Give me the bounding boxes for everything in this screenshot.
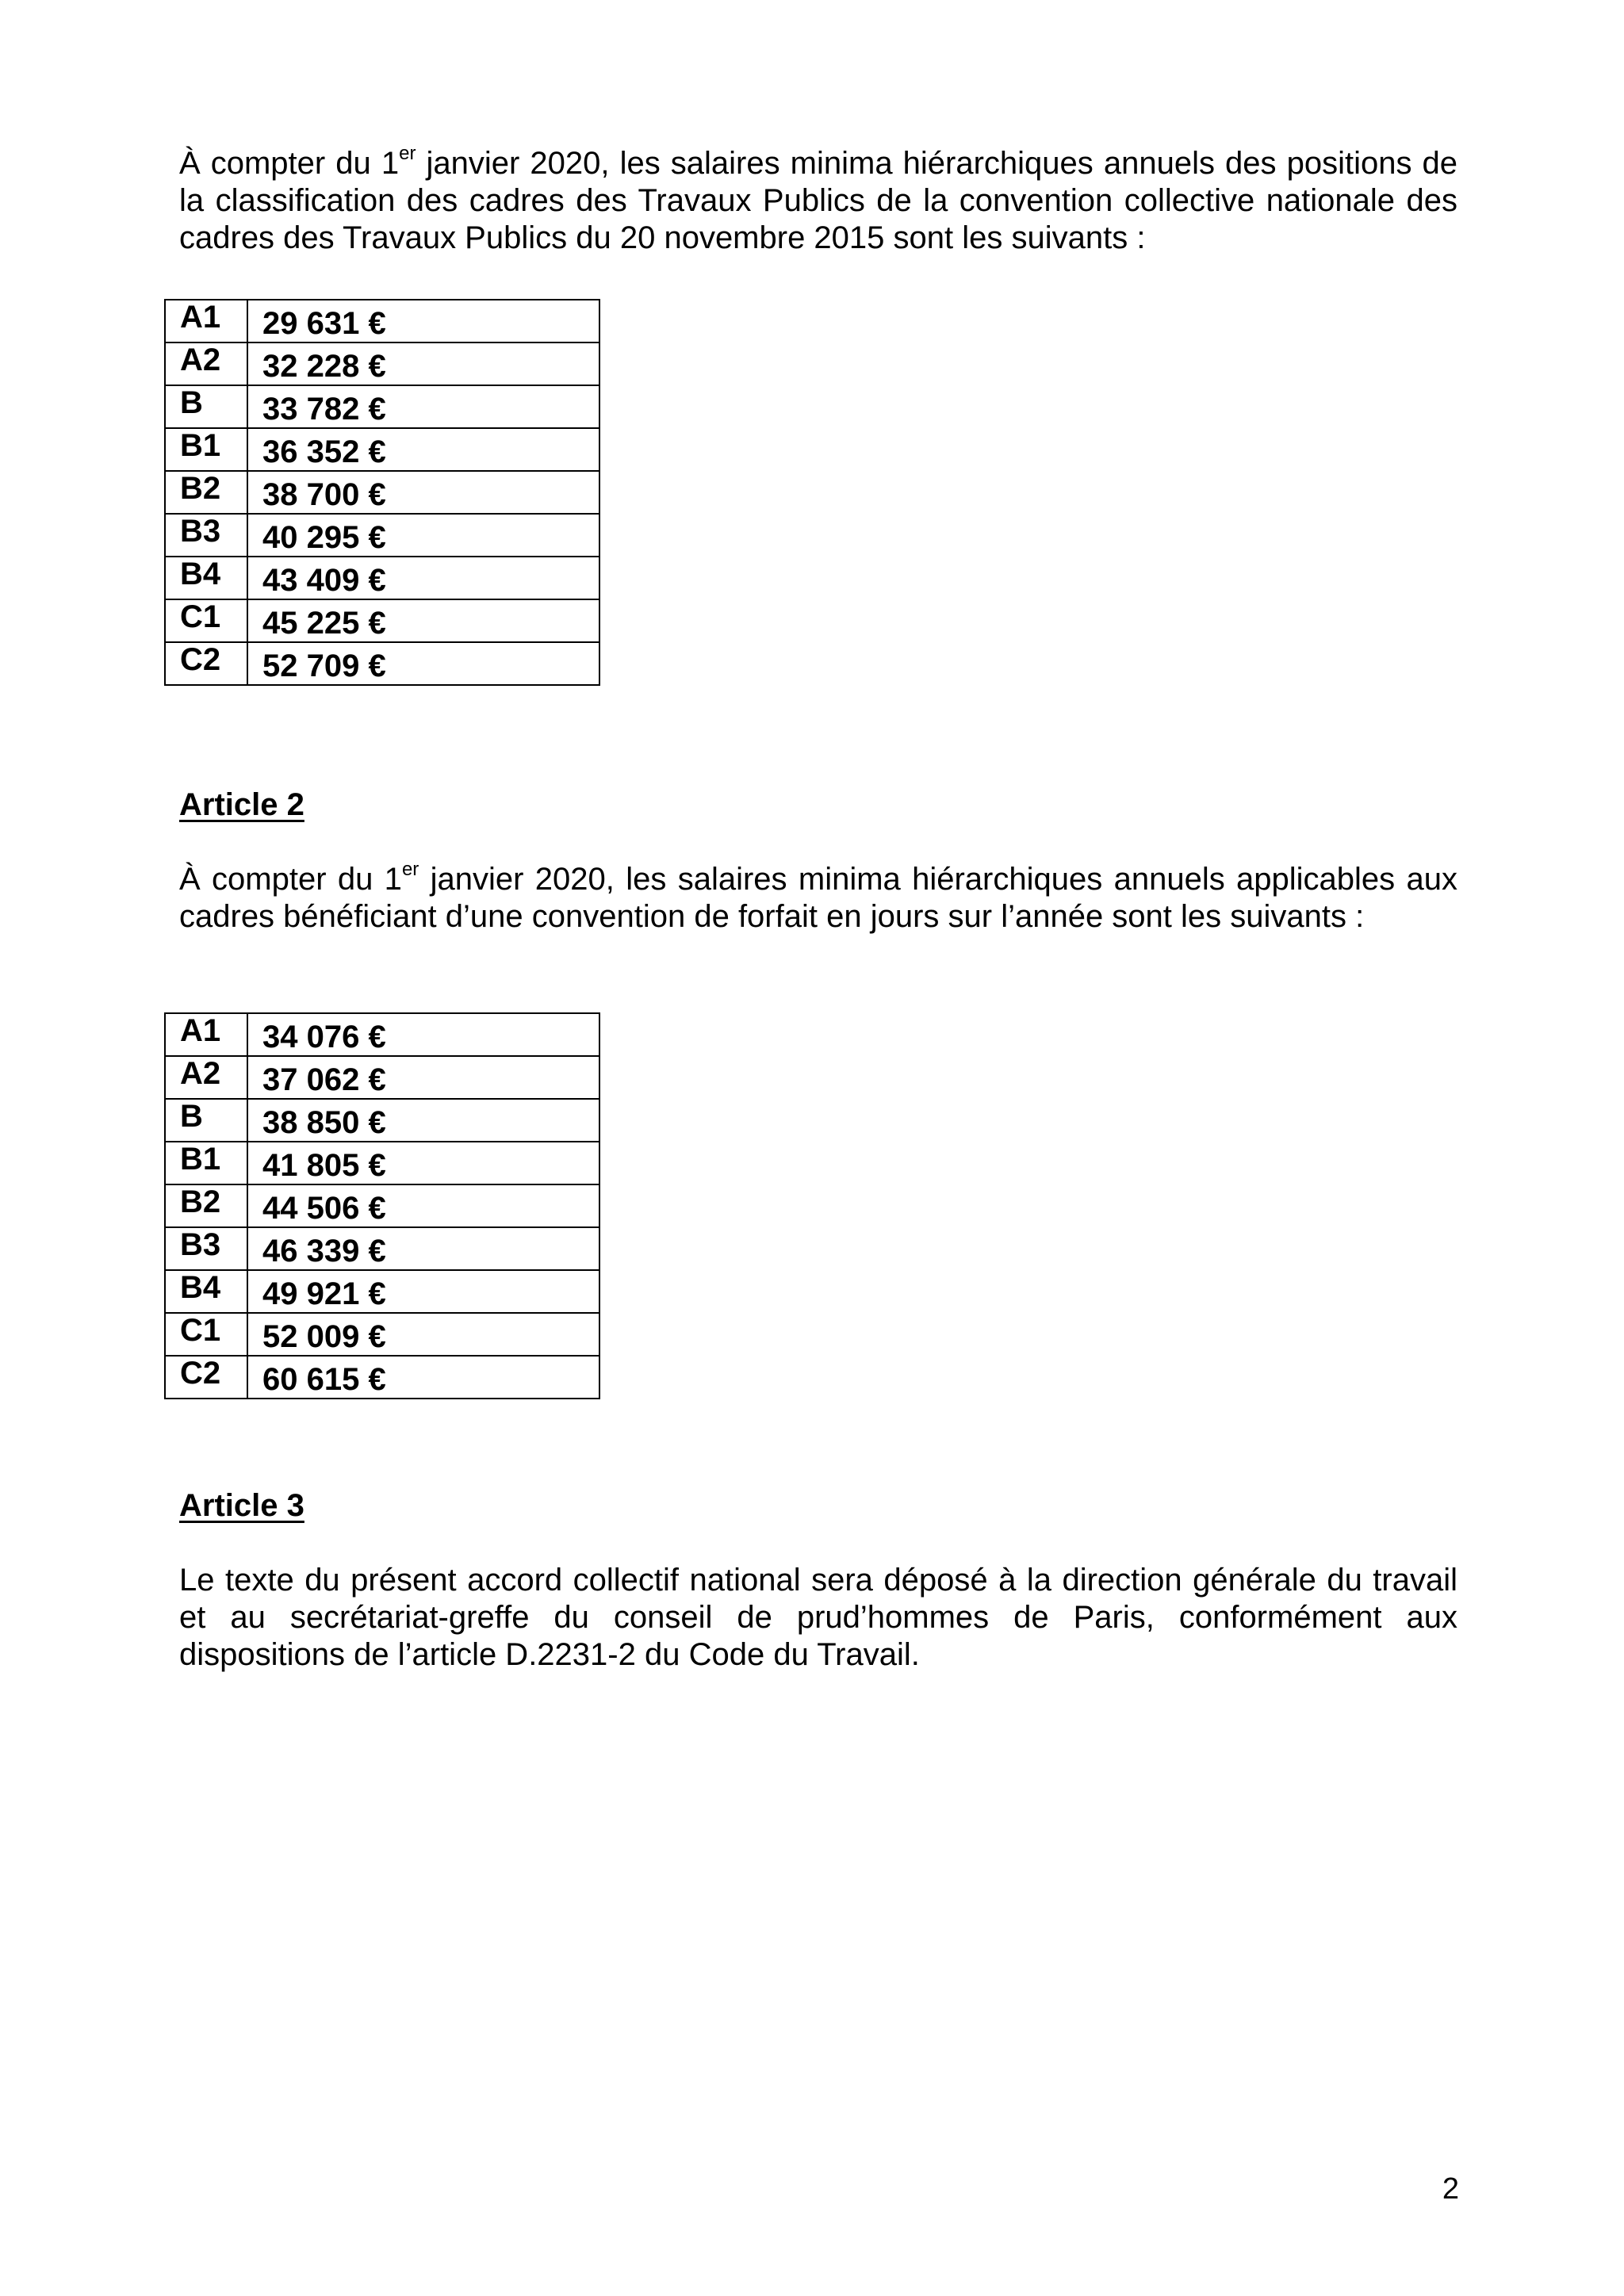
amount-value: 38 850 € [262,1105,386,1140]
amount-cell [247,385,599,428]
position-cell [165,428,247,471]
amount-cell [247,300,599,342]
position-cell [165,471,247,514]
position-label: C1 [180,1313,221,1348]
amount-cell [247,599,599,642]
salary-table-forfait-jours [164,1012,600,1399]
table-row [165,1184,599,1227]
position-cell [165,1056,247,1099]
amount-cell [247,1184,599,1227]
article3-body: Le texte du présent accord collectif national sera déposé à la direction générale du travail et au secrétariat-greffe du conseil de prud’hommes de Paris, conformément aux dispositions de l’article D.2231-2 du Code du Travail. [179,1563,1457,1672]
amount-cell [247,557,599,599]
position-cell [165,1227,247,1270]
position-cell [165,342,247,385]
position-label: A2 [180,342,221,377]
position-cell [165,557,247,599]
position-label: B2 [180,471,221,506]
article3-heading: Article 3 [179,1488,304,1523]
position-label: A2 [180,1056,221,1091]
amount-value: 41 805 € [262,1148,386,1183]
amount-cell [247,1099,599,1142]
position-label: B4 [180,1270,221,1305]
position-label: B1 [180,1142,221,1177]
table-row [165,342,599,385]
position-cell [165,1313,247,1356]
article2-heading: Article 2 [179,787,304,822]
amount-value: 49 921 € [262,1276,386,1311]
article2-intro [179,858,1458,936]
amount-cell [247,471,599,514]
position-label: B [180,1099,203,1134]
position-label: B2 [180,1184,221,1219]
amount-value: 44 506 € [262,1191,386,1226]
table-row [165,1142,599,1184]
page-number: 2 [1442,2172,1459,2206]
amount-value: 34 076 € [262,1020,386,1054]
table-row [165,557,599,599]
amount-value: 36 352 € [262,434,386,469]
article2-intro-text-cont: janvier 2020, les salaires minima hiérarchiques annuels applicables aux cadres bénéficiant d’une convention de forfait en jours sur l’année sont les suivants : [179,862,1458,934]
position-label: B3 [180,1227,221,1262]
amount-cell [247,642,599,685]
amount-cell [247,1142,599,1184]
table-row [165,1056,599,1099]
amount-value: 52 709 € [262,649,386,683]
amount-value: 45 225 € [262,606,386,641]
table-row [165,300,599,342]
article1-intro-superscript: er [399,142,416,164]
salary-table-standard [164,299,600,686]
position-cell [165,1013,247,1056]
position-label: B [180,385,203,420]
position-cell [165,1356,247,1399]
amount-cell [247,342,599,385]
table-row [165,1313,599,1356]
position-cell [165,1099,247,1142]
position-cell [165,1142,247,1184]
article2-intro-superscript: er [401,858,419,880]
position-cell [165,514,247,557]
article2-intro-text: À compter du 1 [179,862,402,897]
amount-cell [247,1227,599,1270]
amount-value: 32 228 € [262,349,386,384]
amount-value: 33 782 € [262,392,386,427]
amount-cell [247,428,599,471]
amount-cell [247,1356,599,1399]
table-row [165,1270,599,1313]
position-cell [165,300,247,342]
table-row [165,514,599,557]
amount-value: 52 009 € [262,1319,386,1354]
salary-table-forfait-jours-body [165,1013,599,1399]
article1-intro-text: À compter du 1 [179,146,400,181]
position-label: B4 [180,557,221,591]
table-row [165,1013,599,1056]
amount-value: 38 700 € [262,477,386,512]
position-cell [165,642,247,685]
position-cell [165,599,247,642]
table-row [165,1099,599,1142]
amount-value: 46 339 € [262,1234,386,1269]
amount-value: 29 631 € [262,306,386,341]
position-label: C1 [180,599,221,634]
position-label: B1 [180,428,221,463]
table-row [165,599,599,642]
amount-cell [247,1013,599,1056]
amount-cell [247,1056,599,1099]
amount-cell [247,1313,599,1356]
amount-cell [247,514,599,557]
table-row [165,385,599,428]
salary-table-standard-body [165,300,599,685]
position-label: C2 [180,642,221,677]
position-cell [165,1270,247,1313]
article1-intro [179,142,1458,257]
table-row [165,642,599,685]
amount-value: 37 062 € [262,1062,386,1097]
position-label: A1 [180,1013,221,1048]
table-row [165,1356,599,1399]
article1-intro-text-cont: janvier 2020, les salaires minima hiérarchiques annuels des positions de la classification des cadres des Travaux Publics de la convention collective nationale des cadres des Travaux Publics du 20 novembre 2015 sont les suivants : [179,146,1458,255]
table-row [165,428,599,471]
amount-value: 43 409 € [262,563,386,598]
amount-value: 60 615 € [262,1362,386,1397]
table-row [165,471,599,514]
amount-cell [247,1270,599,1313]
position-cell [165,1184,247,1227]
position-label: B3 [180,514,221,549]
position-label: C2 [180,1356,221,1391]
table-row [165,1227,599,1270]
position-label: A1 [180,300,221,335]
position-cell [165,385,247,428]
amount-value: 40 295 € [262,520,386,555]
